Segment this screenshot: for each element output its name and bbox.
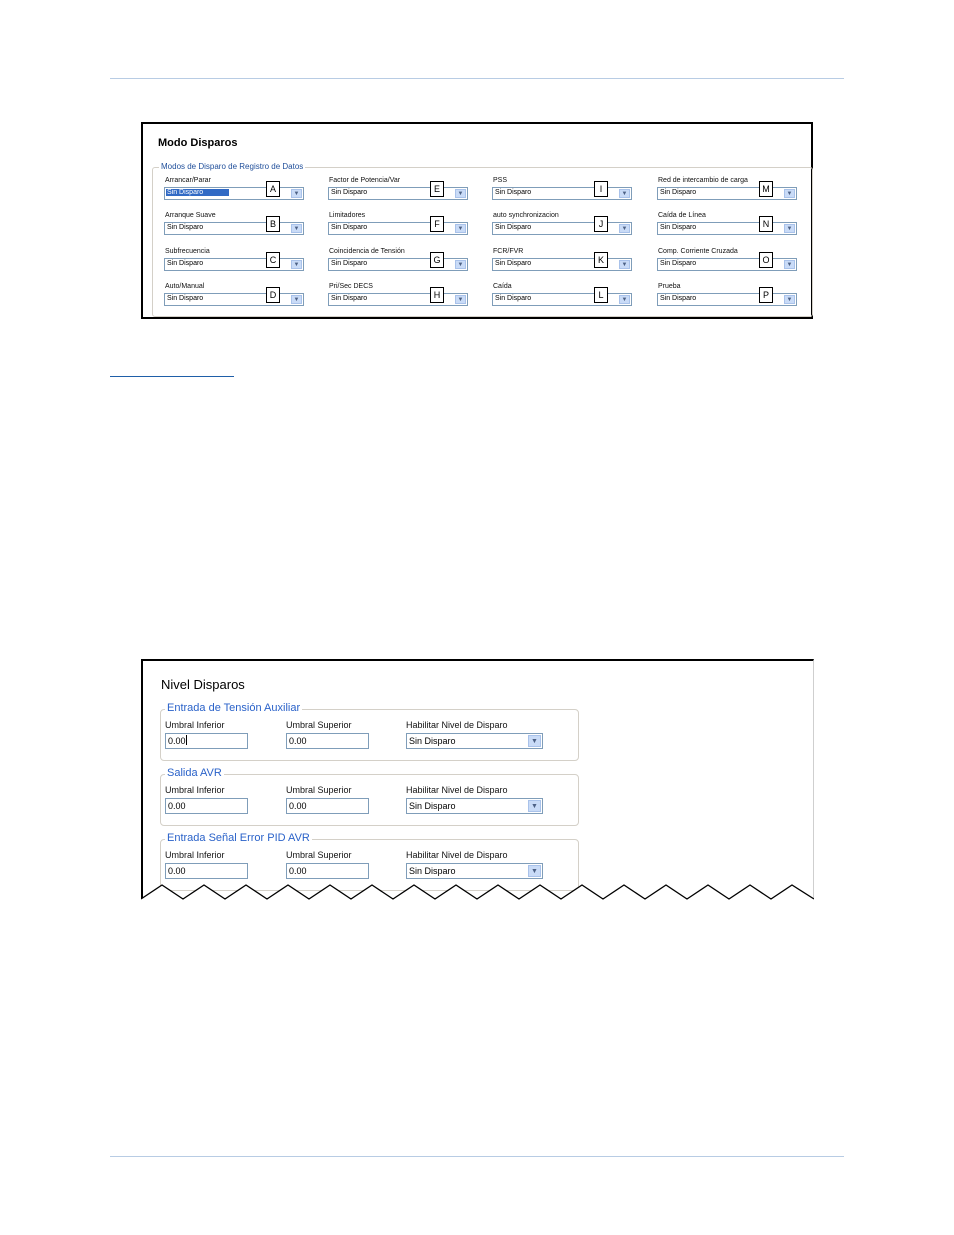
callout-letter: B bbox=[266, 216, 280, 232]
panel-title: Nivel Disparos bbox=[161, 677, 245, 692]
footer-rule bbox=[110, 1156, 844, 1157]
trigger-mode-cell bbox=[164, 212, 304, 244]
enable-level-select[interactable]: Sin Disparo ▼ bbox=[406, 798, 543, 814]
lower-threshold-label: Umbral Inferior bbox=[165, 720, 225, 730]
chevron-down-icon[interactable]: ▼ bbox=[619, 189, 630, 198]
trigger-mode-select[interactable] bbox=[492, 222, 632, 235]
trigger-mode-select[interactable] bbox=[492, 258, 632, 271]
trigger-mode-select[interactable] bbox=[164, 293, 304, 306]
lower-threshold-label: Umbral Inferior bbox=[165, 785, 225, 795]
selected-value: Sin Disparo bbox=[331, 189, 368, 196]
chevron-down-icon[interactable]: ▼ bbox=[455, 260, 466, 269]
section-aux-voltage bbox=[160, 702, 579, 761]
chevron-down-icon[interactable]: ▼ bbox=[528, 800, 541, 812]
selected-value: Sin Disparo bbox=[495, 189, 532, 196]
trigger-mode-select[interactable] bbox=[328, 222, 468, 235]
nivel-disparos-panel bbox=[141, 659, 814, 909]
upper-threshold-label: Umbral Superior bbox=[286, 850, 352, 860]
enable-level-select[interactable]: Sin Disparo ▼ bbox=[406, 733, 543, 749]
selected-value: Sin Disparo bbox=[331, 224, 368, 231]
torn-edge bbox=[141, 881, 814, 909]
selected-value: Sin Disparo bbox=[167, 224, 204, 231]
trigger-mode-cell bbox=[657, 283, 797, 315]
trigger-mode-label: FCR/FVR bbox=[493, 248, 524, 255]
enable-level-label: Habilitar Nivel de Disparo bbox=[406, 850, 508, 860]
lower-threshold-input[interactable]: 0.00 bbox=[165, 863, 248, 879]
trigger-mode-cell bbox=[657, 248, 797, 280]
trigger-mode-label: Arranque Suave bbox=[165, 212, 216, 219]
callout-letter: E bbox=[430, 181, 444, 197]
section-avr-output bbox=[160, 767, 579, 826]
trigger-mode-label: Caída de Línea bbox=[658, 212, 706, 219]
trigger-mode-cell bbox=[657, 212, 797, 244]
chevron-down-icon[interactable]: ▼ bbox=[784, 224, 795, 233]
trigger-mode-cell bbox=[328, 212, 468, 244]
callout-letter: G bbox=[430, 252, 444, 268]
text-caret bbox=[186, 735, 187, 745]
section-legend: Entrada Señal Error PID AVR bbox=[167, 832, 310, 844]
chevron-down-icon[interactable]: ▼ bbox=[291, 260, 302, 269]
callout-letter: N bbox=[759, 216, 773, 232]
trigger-mode-cell bbox=[328, 248, 468, 280]
selected-value: Sin Disparo bbox=[660, 260, 697, 267]
callout-letter: O bbox=[759, 252, 773, 268]
lower-threshold-input[interactable]: 0.00 bbox=[165, 733, 248, 749]
callout-letter: F bbox=[430, 216, 444, 232]
chevron-down-icon[interactable]: ▼ bbox=[784, 189, 795, 198]
enable-level-label: Habilitar Nivel de Disparo bbox=[406, 785, 508, 795]
trigger-mode-label: Red de intercambio de carga bbox=[658, 177, 748, 184]
selected-value: Sin Disparo bbox=[495, 260, 532, 267]
trigger-mode-select[interactable] bbox=[492, 187, 632, 200]
callout-letter: I bbox=[594, 181, 608, 197]
trigger-mode-label: PSS bbox=[493, 177, 508, 184]
trigger-mode-label: Factor de Potencia/Var bbox=[329, 177, 401, 184]
trigger-mode-select[interactable] bbox=[164, 222, 304, 235]
selected-value: Sin Disparo bbox=[495, 224, 532, 231]
enable-level-select[interactable]: Sin Disparo ▼ bbox=[406, 863, 543, 879]
trigger-mode-label: Auto/Manual bbox=[165, 283, 205, 290]
chevron-down-icon[interactable]: ▼ bbox=[455, 224, 466, 233]
trigger-mode-label: auto synchronizacion bbox=[493, 212, 559, 219]
chevron-down-icon[interactable]: ▼ bbox=[291, 189, 302, 198]
section-legend: Entrada de Tensión Auxiliar bbox=[167, 702, 301, 714]
selected-value: Sin Disparo bbox=[660, 189, 697, 196]
upper-threshold-label: Umbral Superior bbox=[286, 785, 352, 795]
trigger-mode-cell bbox=[492, 248, 632, 280]
trigger-mode-cell bbox=[328, 177, 468, 209]
upper-threshold-input[interactable]: 0.00 bbox=[286, 733, 369, 749]
selected-value: Sin Disparo bbox=[495, 295, 532, 302]
chevron-down-icon[interactable]: ▼ bbox=[455, 189, 466, 198]
callout-letter: A bbox=[266, 181, 280, 197]
selected-value: Sin Disparo bbox=[167, 260, 204, 267]
trigger-mode-cell bbox=[492, 177, 632, 209]
trigger-mode-label: Arrancar/Parar bbox=[165, 177, 211, 184]
lower-threshold-label: Umbral Inferior bbox=[165, 850, 225, 860]
chevron-down-icon[interactable]: ▼ bbox=[528, 735, 541, 747]
header-rule bbox=[110, 78, 844, 79]
trigger-mode-select[interactable] bbox=[657, 258, 797, 271]
upper-threshold-label: Umbral Superior bbox=[286, 720, 352, 730]
trigger-mode-cell bbox=[657, 177, 797, 209]
trigger-mode-cell bbox=[164, 248, 304, 280]
upper-threshold-input[interactable]: 0.00 bbox=[286, 798, 369, 814]
callout-letter: C bbox=[266, 252, 280, 268]
trigger-mode-select[interactable] bbox=[657, 222, 797, 235]
lower-threshold-input[interactable]: 0.00 bbox=[165, 798, 248, 814]
upper-threshold-input[interactable]: 0.00 bbox=[286, 863, 369, 879]
selected-value: Sin Disparo bbox=[167, 295, 204, 302]
selected-value: Sin Disparo bbox=[331, 260, 368, 267]
trigger-mode-select[interactable] bbox=[328, 187, 468, 200]
chevron-down-icon[interactable]: ▼ bbox=[619, 260, 630, 269]
trigger-mode-cell bbox=[492, 283, 632, 315]
chevron-down-icon[interactable]: ▼ bbox=[455, 295, 466, 304]
trigger-mode-label: Comp. Corriente Cruzada bbox=[658, 248, 738, 255]
trigger-mode-label: Subfrecuencia bbox=[165, 248, 210, 255]
chevron-down-icon[interactable]: ▼ bbox=[784, 260, 795, 269]
trigger-mode-label: Coincidencia de Tensión bbox=[329, 248, 405, 255]
panel-title: Modo Disparos bbox=[158, 137, 238, 149]
callout-letter: J bbox=[594, 216, 608, 232]
callout-letter: P bbox=[759, 287, 773, 303]
trigger-mode-select[interactable] bbox=[164, 258, 304, 271]
chevron-down-icon[interactable]: ▼ bbox=[619, 295, 630, 304]
selected-value: Sin Disparo bbox=[660, 295, 697, 302]
chevron-down-icon[interactable]: ▼ bbox=[291, 295, 302, 304]
trigger-mode-cell bbox=[328, 283, 468, 315]
callout-letter: K bbox=[594, 252, 608, 268]
callout-letter: D bbox=[266, 287, 280, 303]
group-legend: Modos de Disparo de Registro de Datos bbox=[161, 162, 304, 171]
trigger-mode-label: Prueba bbox=[658, 283, 681, 290]
trigger-mode-cell bbox=[164, 177, 304, 209]
chevron-down-icon[interactable]: ▼ bbox=[619, 224, 630, 233]
chevron-down-icon[interactable]: ▼ bbox=[784, 295, 795, 304]
selected-value: Sin Disparo bbox=[660, 224, 697, 231]
callout-letter: M bbox=[759, 181, 773, 197]
chevron-down-icon[interactable]: ▼ bbox=[291, 224, 302, 233]
trigger-mode-label: Caída bbox=[493, 283, 512, 290]
trigger-mode-cell bbox=[492, 212, 632, 244]
trigger-mode-select[interactable] bbox=[328, 293, 468, 306]
selected-value: Sin Disparo bbox=[331, 295, 368, 302]
trigger-mode-select[interactable] bbox=[492, 293, 632, 306]
modo-disparos-panel bbox=[141, 122, 813, 319]
trigger-mode-select[interactable] bbox=[657, 293, 797, 306]
hyperlink-underline bbox=[110, 376, 234, 377]
callout-letter: L bbox=[594, 287, 608, 303]
section-legend: Salida AVR bbox=[167, 767, 222, 779]
selected-value: Sin Disparo bbox=[166, 189, 229, 196]
trigger-mode-select[interactable] bbox=[657, 187, 797, 200]
enable-level-label: Habilitar Nivel de Disparo bbox=[406, 720, 508, 730]
trigger-mode-select[interactable] bbox=[328, 258, 468, 271]
trigger-mode-label: Pri/Sec DECS bbox=[329, 283, 373, 290]
chevron-down-icon[interactable]: ▼ bbox=[528, 865, 541, 877]
panel-frame bbox=[141, 659, 814, 909]
trigger-mode-label: Limitadores bbox=[329, 212, 366, 219]
trigger-mode-select[interactable] bbox=[164, 187, 304, 200]
trigger-mode-cell bbox=[164, 283, 304, 315]
callout-letter: H bbox=[430, 287, 444, 303]
